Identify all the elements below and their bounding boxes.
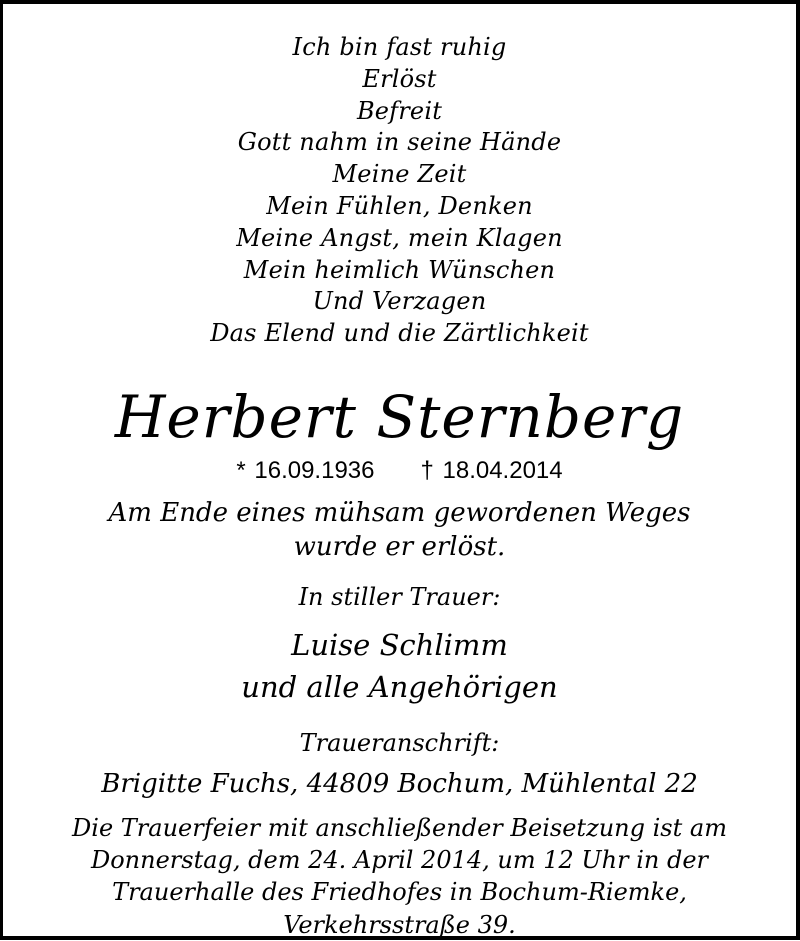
poem-line: Mein heimlich Wünschen [243,255,556,284]
mourner-name: Luise Schlimm [291,627,508,662]
deceased-name: Herbert Sternberg [114,382,685,451]
poem [3,32,796,350]
poem-line: Erlöst [362,64,437,93]
mourner-name: und alle Angehörigen [241,669,558,704]
life-dates [3,456,796,486]
mourning-address: Brigitte Fuchs, 44809 Bochum, Mühlental 22 [101,768,698,799]
statement-line: wurde er erlöst. [293,531,506,562]
ceremony-info [3,812,796,941]
poem-line: Befreit [356,96,443,125]
death-date: † 18.04.2014 [420,456,563,484]
poem-line: Und Verzagen [312,287,487,316]
address-label: Traueranschrift: [299,728,500,757]
poem-line: Meine Zeit [332,160,467,189]
poem-line: Mein Fühlen, Denken [266,191,533,220]
ceremony-line: Die Trauerfeier mit anschließender Beisetzung ist am [72,813,727,842]
poem-line: Gott nahm in seine Hände [237,128,562,157]
ceremony-line: Trauerhalle des Friedhofes in Bochum-Riemke, [112,878,687,907]
poem-line: Das Elend und die Zärtlichkeit [210,319,589,348]
statement [3,496,796,564]
ceremony-line: Verkehrsstraße 39. [283,910,516,939]
mourning-label: In stiller Trauer: [298,582,501,611]
ceremony-line: Donnerstag, dem 24. April 2014, um 12 Uhr in der [90,846,708,875]
birth-date: * 16.09.1936 [236,456,375,484]
poem-line: Meine Angst, mein Klagen [236,223,563,252]
statement-line: Am Ende eines mühsam gewordenen Weges [108,497,691,528]
poem-line: Ich bin fast ruhig [292,33,507,61]
